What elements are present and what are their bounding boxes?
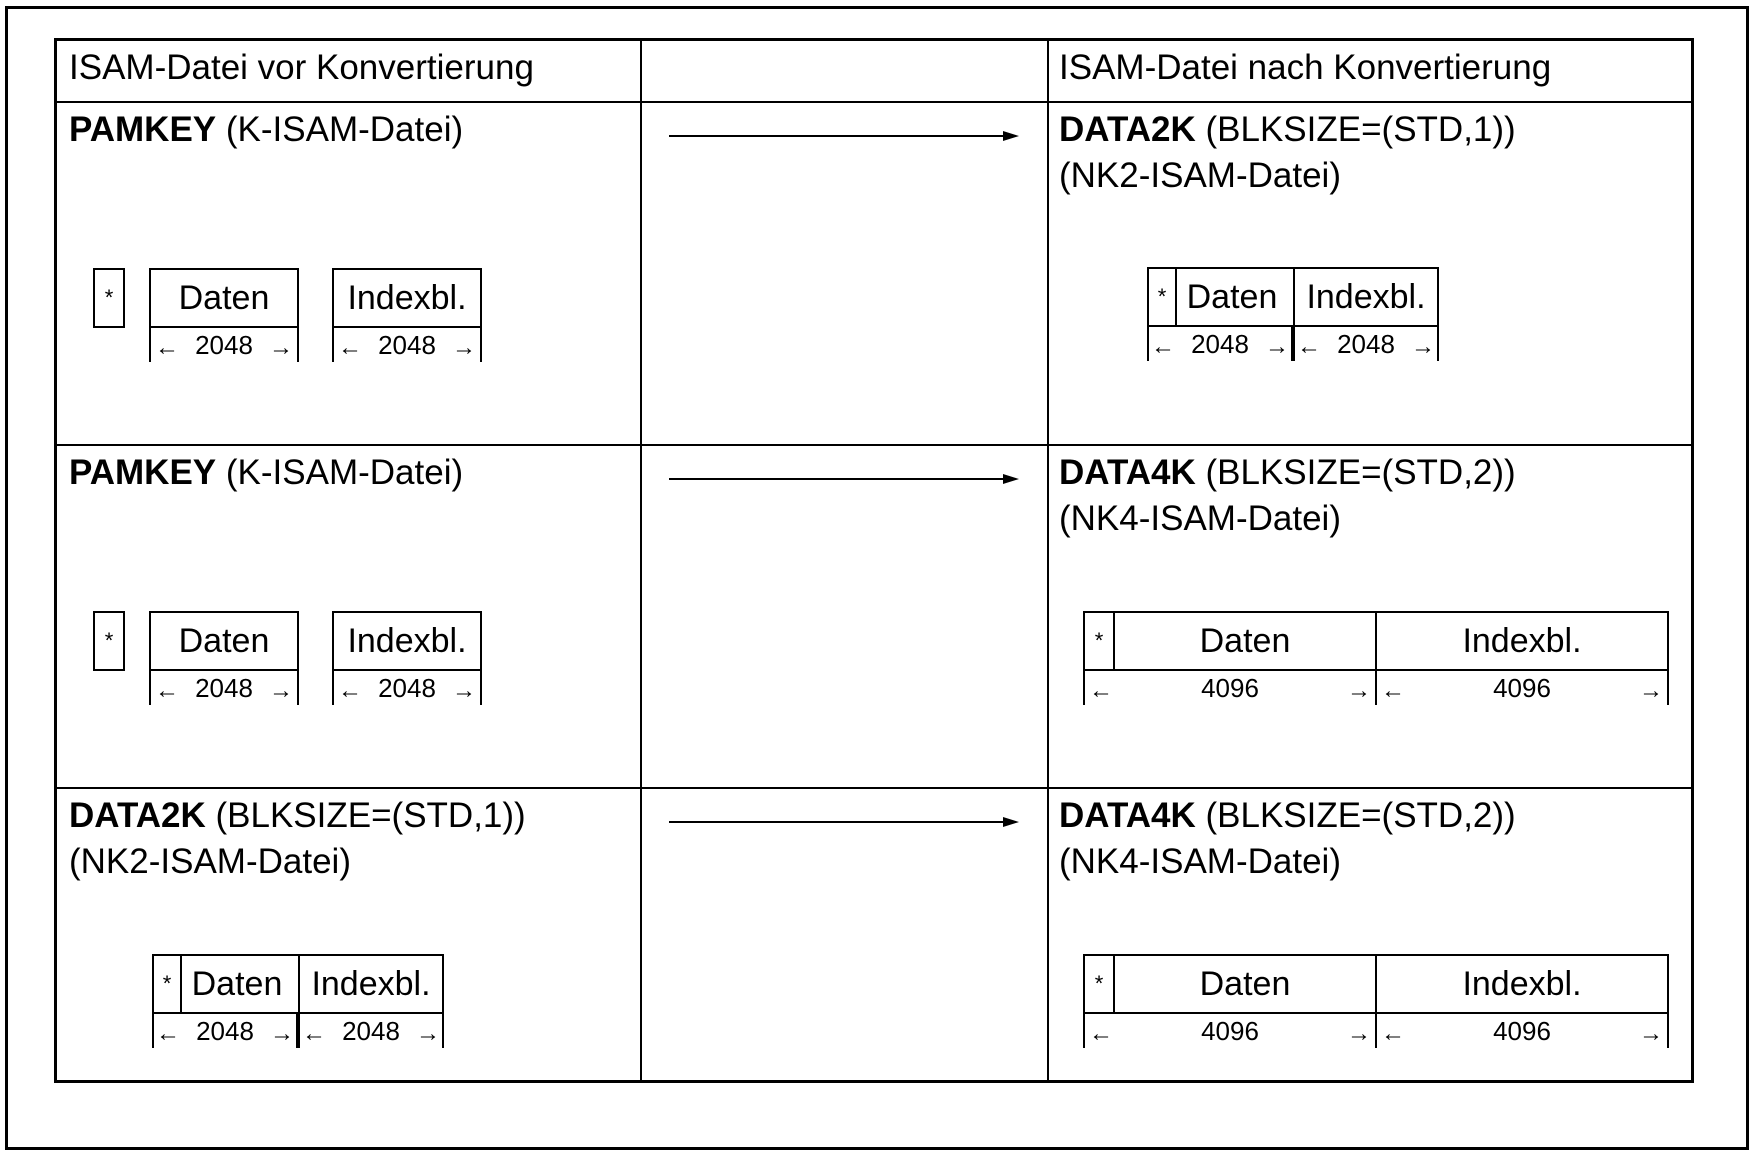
key-marker-box: * [1147,267,1177,327]
row2-source-title: PAMKEY (K-ISAM-Datei) [69,453,464,492]
data-size: ← → 2048 [152,1014,298,1050]
header-after: ISAM-Datei nach Konvertierung [1059,48,1552,87]
index-size: ← → 2048 [332,328,482,364]
index-block: Indexbl. [332,268,482,328]
index-block: Indexbl. [1293,267,1439,327]
index-block: Indexbl. [1375,611,1669,671]
row-divider-2 [57,787,1691,789]
index-block: Indexbl. [332,611,482,671]
row3-arrow [669,814,1019,830]
conversion-table [54,38,1694,1083]
data-size: ← → 2048 [149,328,299,364]
row3-target-title: DATA4K (BLKSIZE=(STD,2)) [1059,796,1516,835]
data-block: Daten [152,954,298,1014]
key-marker-box: * [93,611,125,671]
key-marker-box: * [152,954,182,1014]
row-divider-1 [57,444,1691,446]
index-size: ← → 4096 [1375,1014,1669,1050]
data-block: Daten [149,268,299,328]
row2-target-subtitle: (NK4-ISAM-Datei) [1059,499,1341,538]
index-size: ← → 2048 [298,1014,444,1050]
data-block: Daten [1147,267,1293,327]
row1-source-title: PAMKEY (K-ISAM-Datei) [69,110,464,149]
index-size: ← → 2048 [332,671,482,707]
data-size: ← → 2048 [149,671,299,707]
data-block: Daten [1083,954,1377,1014]
row1-arrow [669,128,1019,144]
row2-arrow [669,471,1019,487]
key-marker-box: * [1083,611,1115,671]
data-size: ← → 4096 [1083,671,1377,707]
data-size: ← → 4096 [1083,1014,1377,1050]
column-divider-2 [1047,41,1049,1080]
index-size: ← → 4096 [1375,671,1669,707]
index-size: ← → 2048 [1293,327,1439,363]
header-before: ISAM-Datei vor Konvertierung [69,48,534,87]
row1-target-subtitle: (NK2-ISAM-Datei) [1059,156,1341,195]
key-marker-box: * [1083,954,1115,1014]
key-marker-box: * [93,268,125,328]
data-block: Daten [149,611,299,671]
row1-target-title: DATA2K (BLKSIZE=(STD,1)) [1059,110,1516,149]
row3-source-subtitle: (NK2-ISAM-Datei) [69,842,351,881]
header-divider [57,101,1691,103]
row3-target-subtitle: (NK4-ISAM-Datei) [1059,842,1341,881]
data-block: Daten [1083,611,1377,671]
row2-target-title: DATA4K (BLKSIZE=(STD,2)) [1059,453,1516,492]
row3-source-title: DATA2K (BLKSIZE=(STD,1)) [69,796,526,835]
index-block: Indexbl. [1375,954,1669,1014]
index-block: Indexbl. [298,954,444,1014]
column-divider-1 [640,41,642,1080]
data-size: ← → 2048 [1147,327,1293,363]
